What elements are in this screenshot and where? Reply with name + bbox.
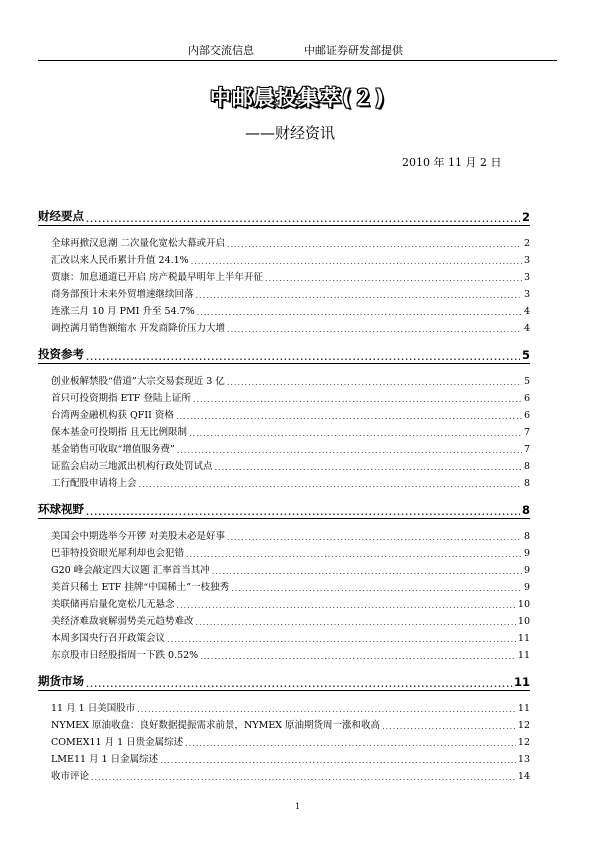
document-date: 2010 年 11 月 2 日 bbox=[402, 156, 502, 169]
toc-entry-label: 美联储再启量化宽松几无悬念 bbox=[51, 599, 175, 610]
toc-leader bbox=[191, 257, 522, 266]
toc-entry-label: G20 峰会敲定四大议题 汇率首当其冲 bbox=[51, 565, 210, 576]
page-number: 1 bbox=[294, 802, 301, 811]
table-of-contents bbox=[38, 206, 530, 792]
toc-leader bbox=[227, 378, 522, 387]
toc-entry-label: NYMEX 原油收盘：良好数据提振需求前景，NYMEX 原油期货周一涨和收高 bbox=[51, 720, 381, 731]
toc-entry-label: 收市评论 bbox=[51, 771, 90, 782]
toc-entry[interactable] bbox=[38, 576, 530, 593]
toc-entry[interactable] bbox=[38, 542, 530, 559]
toc-section-page: 11 bbox=[513, 675, 530, 689]
toc-entry-page: 11 bbox=[517, 703, 530, 714]
toc-entry-label: 首只可投资期指 ETF 登陆上证所 bbox=[51, 393, 191, 404]
toc-entry-page: 8 bbox=[523, 461, 530, 472]
toc-entry[interactable] bbox=[38, 610, 530, 627]
toc-entry[interactable] bbox=[38, 559, 530, 576]
toc-entry-page: 3 bbox=[523, 255, 530, 266]
toc-entry-page: 9 bbox=[523, 582, 530, 593]
toc-section-heading[interactable] bbox=[38, 671, 530, 691]
toc-entry-label: 保本基金可投期指 且无比例限制 bbox=[51, 427, 188, 438]
document-title: 中邮晨投集萃(２) bbox=[209, 86, 386, 110]
toc-entry[interactable] bbox=[38, 525, 530, 542]
toc-entry[interactable] bbox=[38, 697, 530, 714]
toc-entry[interactable] bbox=[38, 714, 530, 731]
toc-section-page: 8 bbox=[521, 503, 530, 517]
toc-leader bbox=[185, 739, 516, 748]
toc-entry-label: 美经济难敌衰解弱势美元趋势难改 bbox=[51, 616, 194, 627]
toc-section-heading[interactable] bbox=[38, 206, 530, 226]
toc-leader bbox=[200, 652, 516, 661]
toc-entry-page: 4 bbox=[523, 306, 530, 317]
toc-leader bbox=[177, 446, 522, 455]
toc-leader bbox=[86, 680, 512, 689]
toc-entry[interactable] bbox=[38, 438, 530, 455]
toc-entry[interactable] bbox=[38, 266, 530, 283]
toc-entry-label: 美首只稀土 ETF 挂牌“中国稀土”一枝独秀 bbox=[51, 582, 230, 593]
toc-leader bbox=[197, 308, 522, 317]
toc-leader bbox=[139, 480, 522, 489]
toc-entry[interactable] bbox=[38, 765, 530, 782]
toc-entry[interactable] bbox=[38, 748, 530, 765]
toc-entry-page: 4 bbox=[523, 323, 530, 334]
toc-entry-label: 台湾两金融机构获 QFII 资格 bbox=[51, 410, 174, 421]
toc-section-title: 财经要点 bbox=[38, 209, 84, 223]
toc-entry[interactable] bbox=[38, 404, 530, 421]
toc-entry-page: 2 bbox=[523, 238, 530, 249]
toc-leader bbox=[227, 533, 522, 542]
toc-section-page: 2 bbox=[521, 210, 530, 224]
toc-leader bbox=[186, 550, 522, 559]
toc-entry-label: 证监会启动三地派出机构行政处罚试点 bbox=[51, 461, 213, 472]
toc-leader bbox=[86, 215, 520, 224]
toc-leader bbox=[227, 240, 522, 249]
toc-entry[interactable] bbox=[38, 317, 530, 334]
toc-leader bbox=[167, 635, 516, 644]
toc-section bbox=[38, 344, 530, 489]
toc-entry-label: 商务部预计未来外贸增速继续回落 bbox=[51, 289, 194, 300]
toc-entry-page: 6 bbox=[523, 410, 530, 421]
toc-leader bbox=[86, 353, 520, 362]
toc-leader bbox=[227, 325, 522, 334]
toc-leader bbox=[212, 567, 522, 576]
toc-leader bbox=[176, 412, 522, 421]
toc-section-title: 期货市场 bbox=[38, 674, 84, 688]
toc-entry-label: 基金销售可收取“增值服务费” bbox=[51, 444, 175, 455]
toc-entry[interactable] bbox=[38, 627, 530, 644]
toc-entry-page: 11 bbox=[517, 633, 530, 644]
toc-entry-label: 连涨三月 10 月 PMI 升至 54.7% bbox=[51, 306, 195, 317]
toc-section bbox=[38, 206, 530, 334]
toc-entry-label: 东京股市日经股指周一下跌 0.52% bbox=[51, 650, 199, 661]
toc-leader bbox=[265, 274, 522, 283]
toc-entry-label: 汇改以来人民币累计升值 24.1% bbox=[51, 255, 189, 266]
toc-leader bbox=[382, 722, 516, 731]
toc-entry[interactable] bbox=[38, 472, 530, 489]
toc-entry-page: 12 bbox=[517, 720, 530, 731]
toc-entry-page: 5 bbox=[523, 376, 530, 387]
toc-entry[interactable] bbox=[38, 283, 530, 300]
toc-entry[interactable] bbox=[38, 300, 530, 317]
toc-entry-page: 14 bbox=[517, 771, 530, 782]
toc-entry-page: 7 bbox=[523, 427, 530, 438]
toc-entry-page: 11 bbox=[517, 650, 530, 661]
toc-entry[interactable] bbox=[38, 249, 530, 266]
header-right: 中邮证券研发部提供 bbox=[304, 44, 403, 57]
toc-leader bbox=[86, 508, 520, 517]
toc-leader bbox=[196, 618, 516, 627]
toc-entry-label: 本周多国央行召开政策会议 bbox=[51, 633, 166, 644]
toc-entry[interactable] bbox=[38, 370, 530, 387]
toc-entry-label: COMEX11 月 1 日贵金属综述 bbox=[51, 737, 184, 748]
header-left: 内部交流信息 bbox=[188, 44, 254, 57]
toc-section bbox=[38, 499, 530, 661]
toc-section-heading[interactable] bbox=[38, 499, 530, 519]
toc-entry[interactable] bbox=[38, 593, 530, 610]
toc-entry-label: 美国会中期选举今开锣 对美股未必是好事 bbox=[51, 531, 226, 542]
toc-entry[interactable] bbox=[38, 731, 530, 748]
toc-entry-page: 9 bbox=[523, 565, 530, 576]
toc-entry-page: 12 bbox=[517, 737, 530, 748]
toc-entry-page: 7 bbox=[523, 444, 530, 455]
toc-leader bbox=[137, 705, 516, 714]
toc-leader bbox=[193, 395, 522, 404]
toc-entry-label: 巴菲特投资眼光犀利却也会犯错 bbox=[51, 548, 185, 559]
toc-section bbox=[38, 671, 530, 782]
toc-entry-page: 3 bbox=[523, 272, 530, 283]
toc-entry[interactable] bbox=[38, 644, 530, 661]
toc-section-title: 投资参考 bbox=[38, 347, 84, 361]
toc-section-page: 5 bbox=[521, 348, 530, 362]
toc-entry-label: 创业板解禁股“借道”大宗交易套现近 3 亿 bbox=[51, 376, 225, 387]
toc-entry-label: 调控满月销售额缩水 开发商降价压力大增 bbox=[51, 323, 226, 334]
toc-entry-label: 全球再掀汉息潮 二次量化宽松大幕或开启 bbox=[51, 238, 226, 249]
toc-entry[interactable] bbox=[38, 387, 530, 404]
toc-leader bbox=[91, 773, 516, 782]
toc-entry-page: 13 bbox=[517, 754, 530, 765]
toc-entry-page: 9 bbox=[523, 548, 530, 559]
running-header bbox=[38, 38, 557, 61]
toc-entry-page: 8 bbox=[523, 531, 530, 542]
document-subtitle: ——财经资讯 bbox=[245, 124, 336, 142]
toc-leader bbox=[231, 584, 522, 593]
toc-leader bbox=[160, 756, 516, 765]
toc-entry-page: 6 bbox=[523, 393, 530, 404]
toc-section-heading[interactable] bbox=[38, 344, 530, 364]
toc-entry-label: LME11 月 1 日金属综述 bbox=[51, 754, 159, 765]
toc-entry[interactable] bbox=[38, 455, 530, 472]
toc-entry-label: 贾康：加息通道已开启 房产税最早明年上半年开征 bbox=[51, 272, 264, 283]
toc-entry-page: 10 bbox=[517, 616, 530, 627]
toc-entry[interactable] bbox=[38, 232, 530, 249]
toc-entry-page: 8 bbox=[523, 478, 530, 489]
toc-leader bbox=[215, 463, 522, 472]
toc-section-title: 环球视野 bbox=[38, 502, 84, 516]
toc-entry-page: 3 bbox=[523, 289, 530, 300]
toc-leader bbox=[196, 291, 522, 300]
toc-entry-page: 10 bbox=[517, 599, 530, 610]
toc-leader bbox=[177, 601, 516, 610]
toc-entry-label: 11 月 1 日美国股市 bbox=[51, 703, 136, 714]
toc-leader bbox=[189, 429, 522, 438]
toc-entry-label: 工行配股申请将上会 bbox=[51, 478, 137, 489]
toc-entry[interactable] bbox=[38, 421, 530, 438]
